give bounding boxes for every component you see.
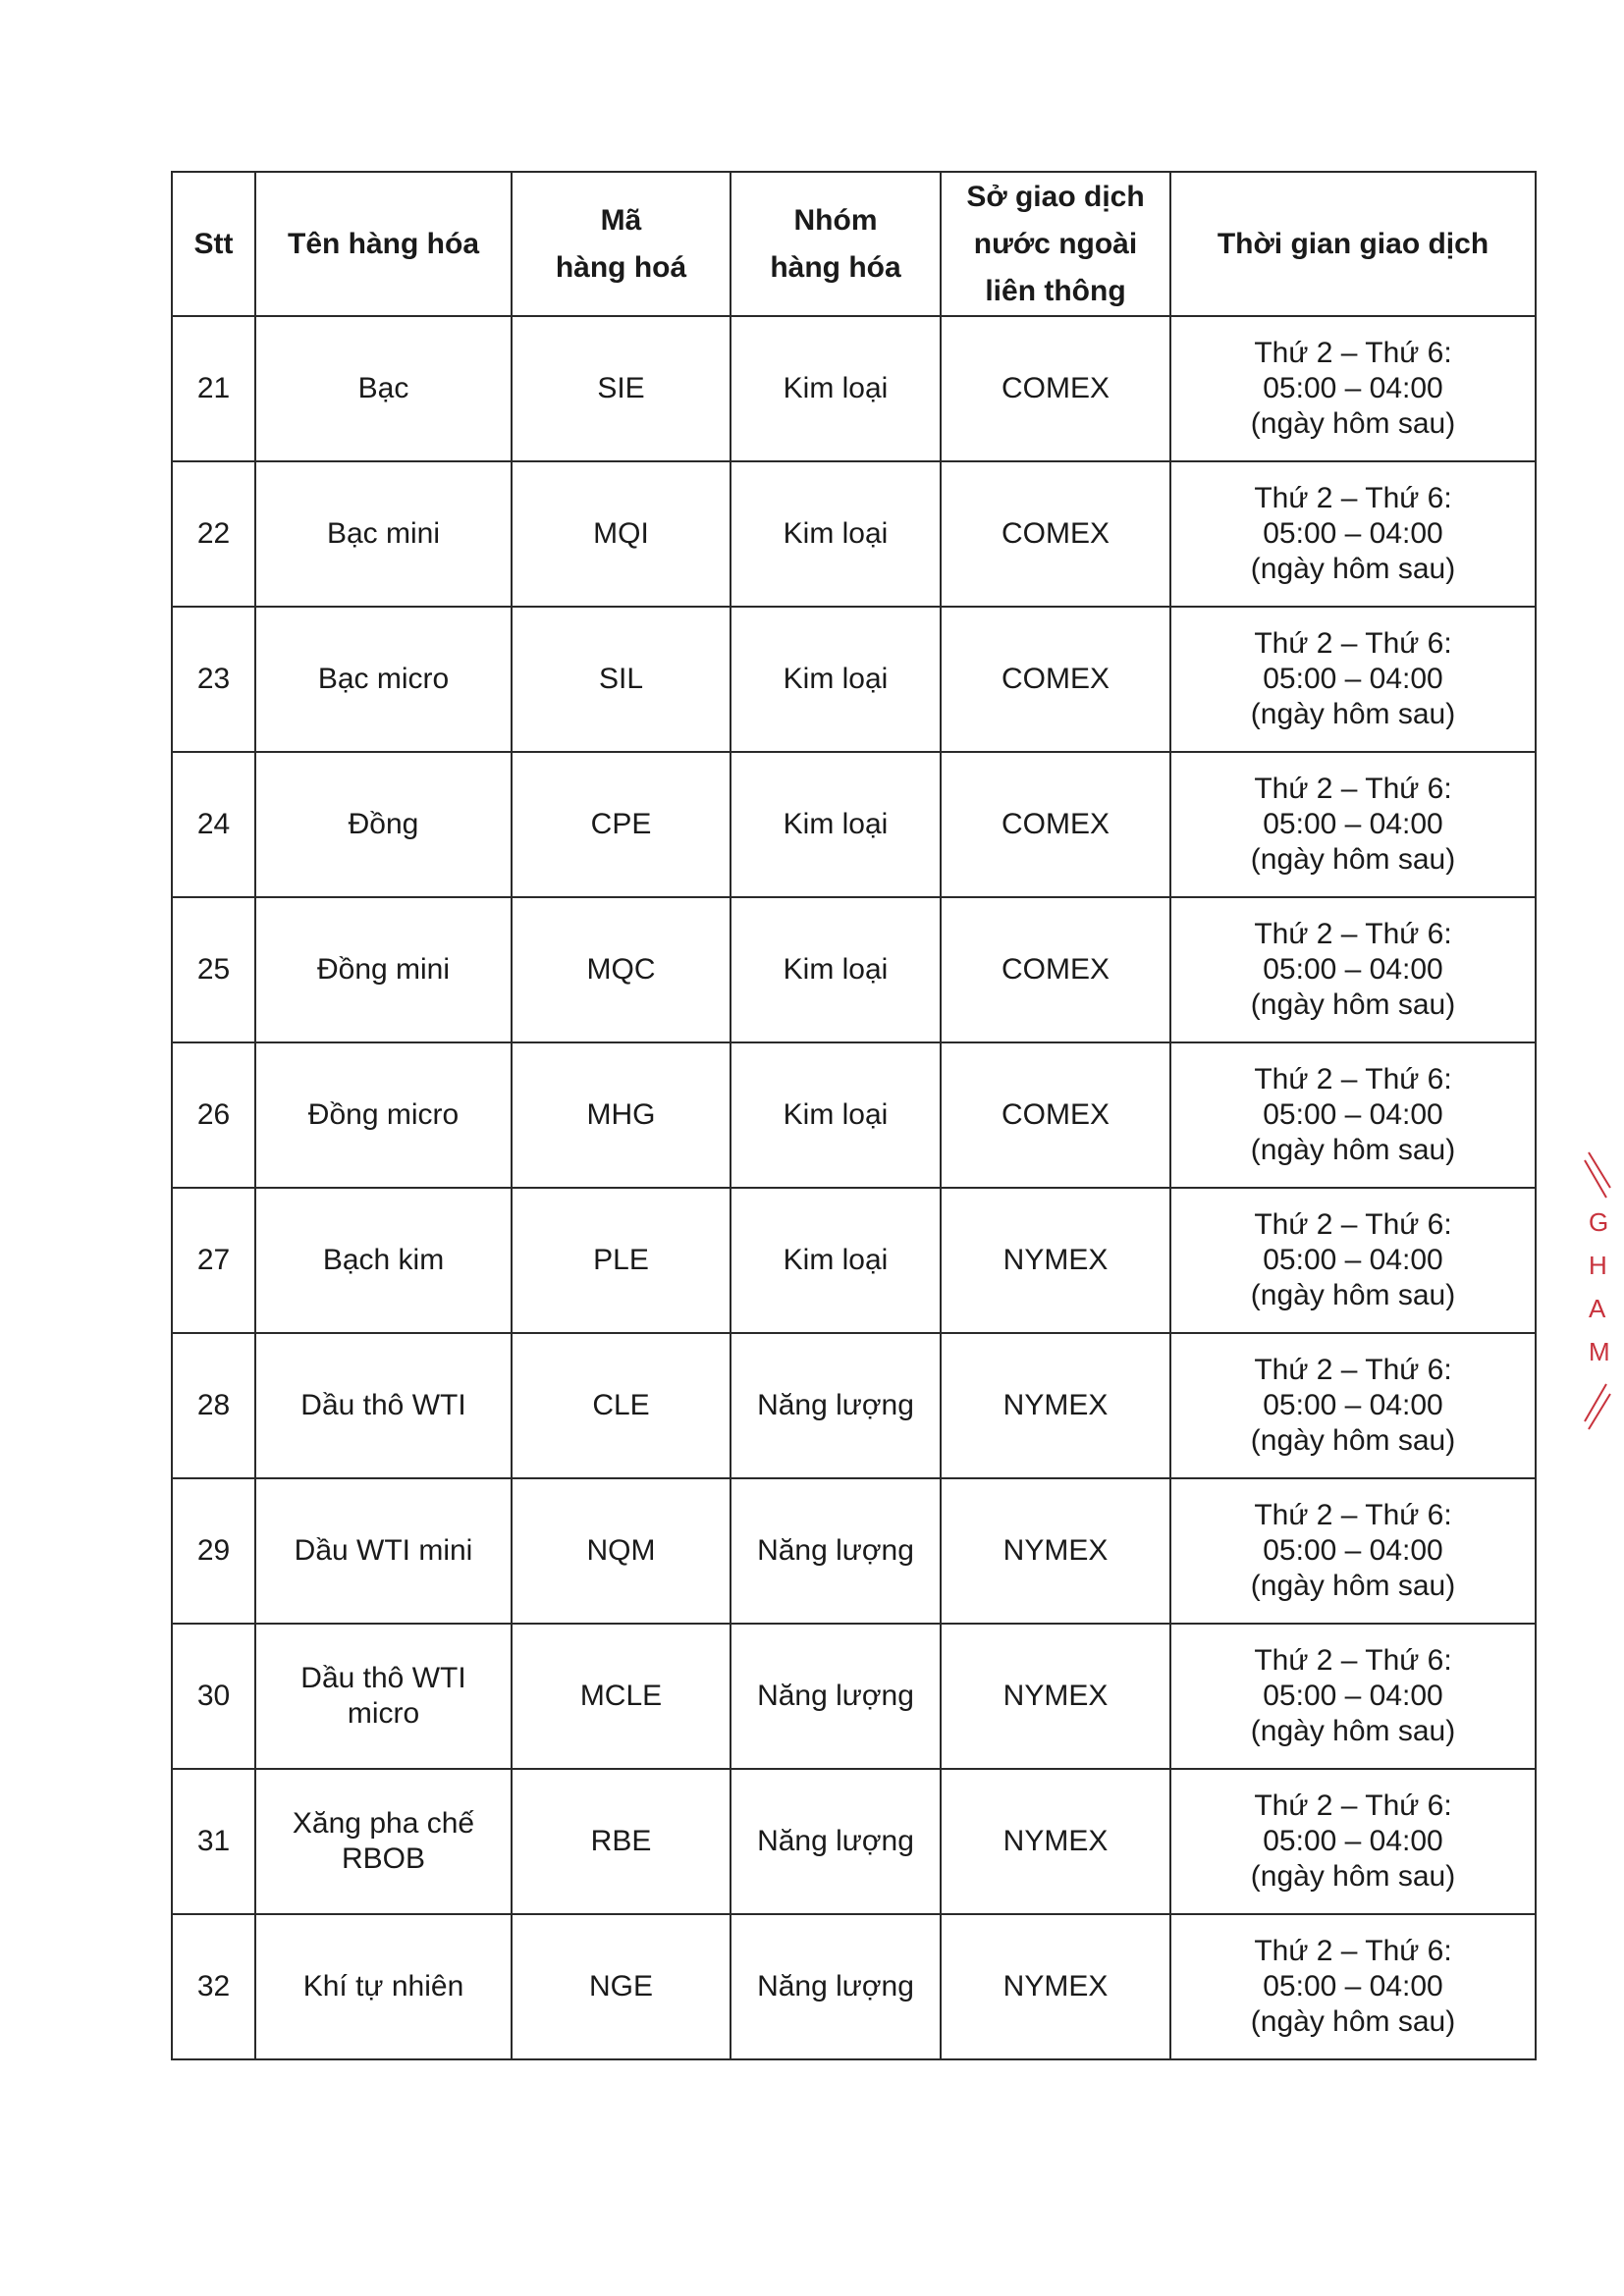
table-row: [172, 461, 1536, 607]
cell-exchange: NYMEX: [941, 1624, 1170, 1769]
cell-time: Thứ 2 – Thứ 6: 05:00 – 04:00 (ngày hôm sau): [1170, 607, 1536, 752]
header-exchange: Sở giao dịch nước ngoài liên thông: [941, 172, 1170, 316]
cell-group: Năng lượng: [731, 1478, 941, 1624]
cell-exchange: COMEX: [941, 897, 1170, 1042]
stamp-letter: G: [1589, 1207, 1609, 1237]
cell-time: Thứ 2 – Thứ 6: 05:00 – 04:00 (ngày hôm sau): [1170, 897, 1536, 1042]
cell-exchange: COMEX: [941, 461, 1170, 607]
stamp-letter: M: [1589, 1337, 1610, 1366]
cell-time: Thứ 2 – Thứ 6: 05:00 – 04:00 (ngày hôm sau): [1170, 1042, 1536, 1188]
table-row: [172, 607, 1536, 752]
table-row: [172, 1333, 1536, 1478]
table-row: [172, 897, 1536, 1042]
cell-group: Kim loại: [731, 752, 941, 897]
cell-time: Thứ 2 – Thứ 6: 05:00 – 04:00 (ngày hôm sau): [1170, 1769, 1536, 1914]
cell-stt: 27: [172, 1188, 255, 1333]
cell-exchange: NYMEX: [941, 1914, 1170, 2059]
cell-name: Bạc micro: [255, 607, 512, 752]
cell-stt: 21: [172, 316, 255, 461]
cell-name: Dầu thô WTI: [255, 1333, 512, 1478]
cell-group: Kim loại: [731, 897, 941, 1042]
cell-code: MHG: [512, 1042, 731, 1188]
header-stt: Stt: [172, 172, 255, 316]
cell-name: Đồng: [255, 752, 512, 897]
cell-name: Xăng pha chế RBOB: [255, 1769, 512, 1914]
table-body: [172, 316, 1536, 2059]
cell-time: Thứ 2 – Thứ 6: 05:00 – 04:00 (ngày hôm sau): [1170, 316, 1536, 461]
header-code: Mã hàng hoá: [512, 172, 731, 316]
cell-time: Thứ 2 – Thứ 6: 05:00 – 04:00 (ngày hôm sau): [1170, 461, 1536, 607]
cell-exchange: COMEX: [941, 1042, 1170, 1188]
cell-group: Năng lượng: [731, 1914, 941, 2059]
cell-stt: 32: [172, 1914, 255, 2059]
cell-code: RBE: [512, 1769, 731, 1914]
table-row: [172, 1478, 1536, 1624]
cell-group: Kim loại: [731, 316, 941, 461]
header-row: [172, 172, 1536, 316]
cell-exchange: NYMEX: [941, 1333, 1170, 1478]
cell-code: CLE: [512, 1333, 731, 1478]
cell-exchange: COMEX: [941, 607, 1170, 752]
table-row: [172, 752, 1536, 897]
cell-stt: 30: [172, 1624, 255, 1769]
cell-group: Năng lượng: [731, 1624, 941, 1769]
table-row: [172, 1769, 1536, 1914]
cell-exchange: COMEX: [941, 752, 1170, 897]
commodities-table: [171, 171, 1537, 2060]
cell-stt: 28: [172, 1333, 255, 1478]
cell-code: PLE: [512, 1188, 731, 1333]
cell-name: Bạc: [255, 316, 512, 461]
cell-name: Dầu WTI mini: [255, 1478, 512, 1624]
table-row: [172, 1042, 1536, 1188]
cell-stt: 24: [172, 752, 255, 897]
cell-code: SIL: [512, 607, 731, 752]
red-stamp-mark: [1581, 1148, 1620, 1433]
header-time: Thời gian giao dịch: [1170, 172, 1536, 316]
stamp-arc-icon: [1581, 1148, 1620, 1433]
cell-group: Kim loại: [731, 1042, 941, 1188]
cell-code: MQI: [512, 461, 731, 607]
cell-exchange: NYMEX: [941, 1769, 1170, 1914]
cell-time: Thứ 2 – Thứ 6: 05:00 – 04:00 (ngày hôm sau): [1170, 752, 1536, 897]
cell-stt: 23: [172, 607, 255, 752]
cell-name: Khí tự nhiên: [255, 1914, 512, 2059]
cell-time: Thứ 2 – Thứ 6: 05:00 – 04:00 (ngày hôm sau): [1170, 1333, 1536, 1478]
cell-exchange: NYMEX: [941, 1188, 1170, 1333]
stamp-letter: A: [1589, 1294, 1606, 1323]
cell-group: Kim loại: [731, 1188, 941, 1333]
cell-name: Đồng mini: [255, 897, 512, 1042]
cell-name: Bạch kim: [255, 1188, 512, 1333]
cell-exchange: NYMEX: [941, 1478, 1170, 1624]
cell-exchange: COMEX: [941, 316, 1170, 461]
header-group: Nhóm hàng hóa: [731, 172, 941, 316]
cell-stt: 29: [172, 1478, 255, 1624]
cell-stt: 31: [172, 1769, 255, 1914]
cell-stt: 26: [172, 1042, 255, 1188]
cell-group: Năng lượng: [731, 1769, 941, 1914]
cell-code: MCLE: [512, 1624, 731, 1769]
table-row: [172, 316, 1536, 461]
cell-time: Thứ 2 – Thứ 6: 05:00 – 04:00 (ngày hôm sau): [1170, 1188, 1536, 1333]
header-name: Tên hàng hóa: [255, 172, 512, 316]
cell-name: Đồng micro: [255, 1042, 512, 1188]
cell-group: Kim loại: [731, 461, 941, 607]
cell-time: Thứ 2 – Thứ 6: 05:00 – 04:00 (ngày hôm sau): [1170, 1478, 1536, 1624]
stamp-letter: H: [1589, 1251, 1607, 1280]
cell-group: Kim loại: [731, 607, 941, 752]
cell-name: Bạc mini: [255, 461, 512, 607]
cell-time: Thứ 2 – Thứ 6: 05:00 – 04:00 (ngày hôm sau): [1170, 1624, 1536, 1769]
cell-time: Thứ 2 – Thứ 6: 05:00 – 04:00 (ngày hôm sau): [1170, 1914, 1536, 2059]
cell-stt: 25: [172, 897, 255, 1042]
table-row: [172, 1624, 1536, 1769]
cell-code: NQM: [512, 1478, 731, 1624]
cell-code: MQC: [512, 897, 731, 1042]
cell-code: CPE: [512, 752, 731, 897]
cell-name: Dầu thô WTI micro: [255, 1624, 512, 1769]
cell-code: NGE: [512, 1914, 731, 2059]
table-row: [172, 1914, 1536, 2059]
cell-group: Năng lượng: [731, 1333, 941, 1478]
cell-stt: 22: [172, 461, 255, 607]
table-row: [172, 1188, 1536, 1333]
cell-code: SIE: [512, 316, 731, 461]
